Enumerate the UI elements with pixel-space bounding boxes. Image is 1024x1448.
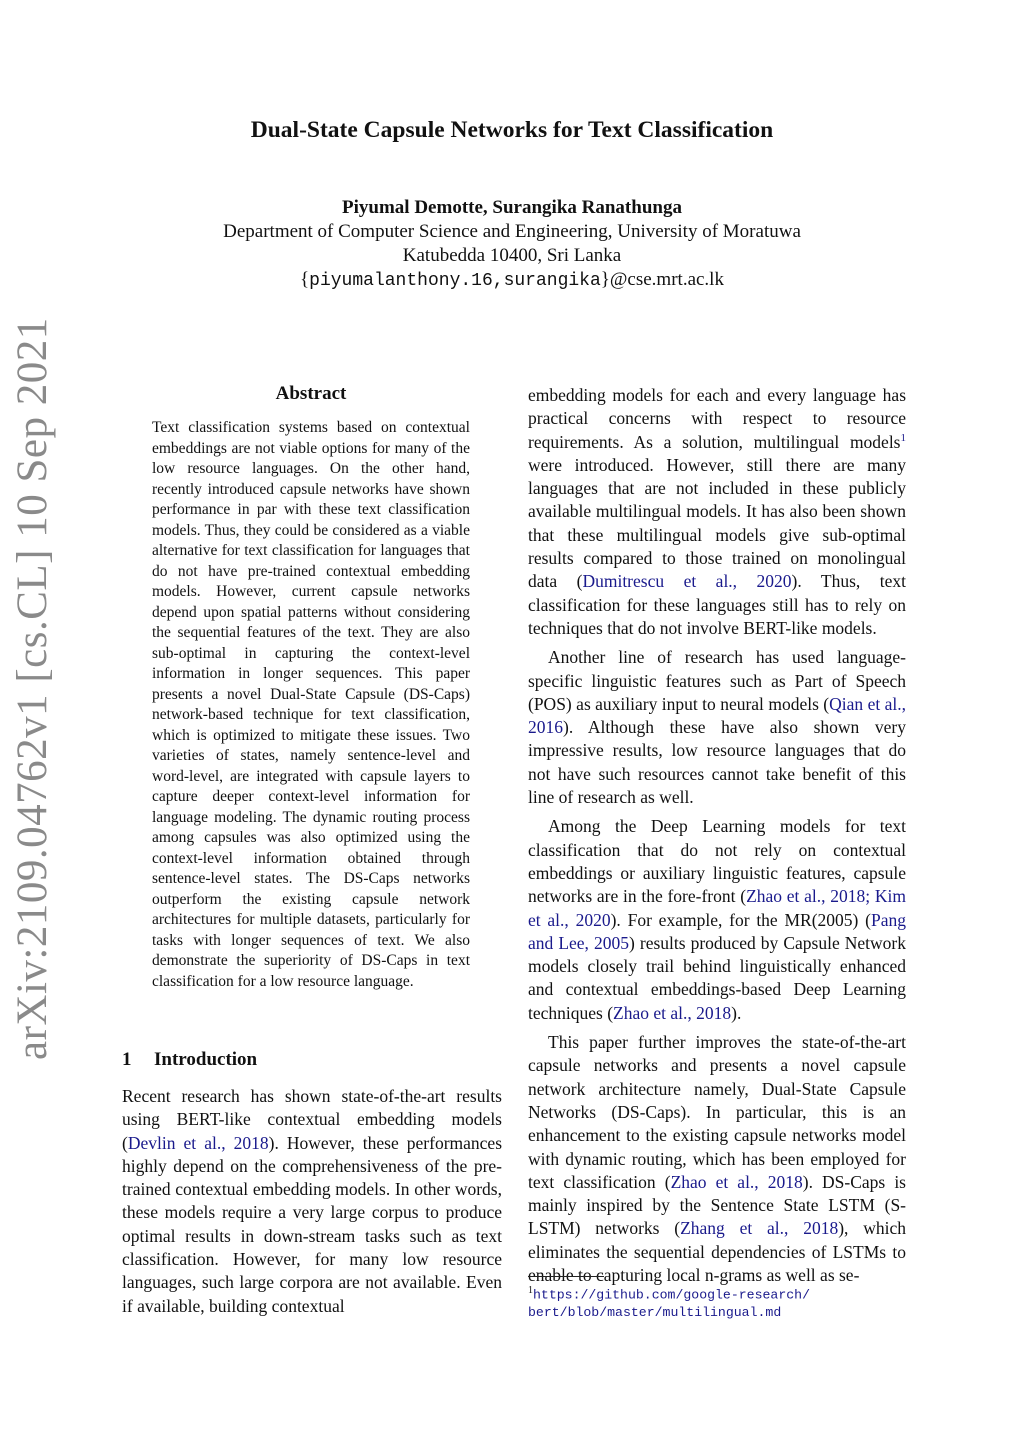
text-run: ). However, these performances highly depend on the comprehensiveness of the pre-trained contextual embedding models. In other words, these models require a very large corpus to produce optimal results in down-stream tasks such as text classification. However, for many low resource languages, such large corpora are not available. Even if available, building contextual	[122, 1132, 503, 1316]
email-users: piyumalanthony.16,surangika	[309, 271, 601, 291]
text-run: ), which eliminates the sequential dependencies of LSTMs to enable to capturing local n-grams as well as se-	[528, 1218, 906, 1285]
author-affiliation: Department of Computer Science and Engineering, University of Moratuwa	[223, 221, 801, 242]
citation-link[interactable]: Dumitrescu et al., 2020	[582, 571, 792, 592]
text-run: ). Although these have also shown very impressive results, low resource languages that do not have such resources cannot take benefit of this line of research as well.	[528, 717, 906, 808]
text-run: ) results produced by Capsule Network models closely trail behind linguistically enhanced and contextual embeddings-based Deep Learning techniques (	[528, 932, 906, 1023]
author-location: Katubedda 10400, Sri Lanka	[402, 245, 622, 266]
intro-paragraph-3	[528, 815, 906, 1025]
citation-link[interactable]: Zhang et al., 2018	[680, 1218, 839, 1239]
email-domain: @cse.mrt.ac.lk	[609, 269, 724, 290]
citation-link[interactable]: Zhao et al., 2018	[613, 1002, 732, 1023]
section-heading-introduction	[122, 1049, 502, 1071]
footnote-number: 1	[528, 1285, 533, 1296]
section-title: Introduction	[154, 1049, 258, 1070]
author-email	[0, 268, 1024, 293]
text-run: This paper further improves the state-of-the-art capsule networks and presents a novel capsule network architecture namely, Dual-State Capsule Networks (DS-Caps). In particular, this is an enhancement to the existing capsule networks model with dynamic routing, which has been employed for text classification (	[528, 1032, 906, 1192]
author-names: Piyumal Demotte, Surangika Ranathunga	[342, 197, 682, 218]
citation-link[interactable]: Zhao et al., 2018	[670, 1171, 803, 1192]
footnote-divider	[528, 1276, 604, 1277]
citation-link[interactable]: Pang and Lee, 2005	[528, 909, 906, 953]
footnote-url-line-1[interactable]: https://github.com/google-research/	[533, 1287, 810, 1303]
text-run: ). Thus, text classification for these languages still has to rely on techniques that do not involve BERT-like models.	[528, 571, 906, 638]
intro-paragraph-continued	[528, 384, 906, 640]
text-run: Recent research has shown state-of-the-art results using BERT-like contextual embedding models (	[122, 1086, 502, 1153]
email-close-brace: }	[600, 269, 610, 290]
citation-link[interactable]: Devlin et al., 2018	[127, 1132, 269, 1153]
text-run: ).	[731, 1002, 742, 1023]
footnote	[528, 1282, 906, 1322]
email-open-brace: {	[300, 269, 310, 290]
text-run: Another line of research has used language-specific linguistic features such as Part of Speech (POS) as auxiliary input to neural models (	[528, 647, 906, 714]
abstract-heading: Abstract	[275, 383, 347, 404]
intro-paragraph-2	[528, 646, 906, 809]
citation-link[interactable]: Qian et al., 2016	[528, 693, 906, 738]
text-run: embedding models for each and every language has practical concerns with respect to resource requirements. As a solution, multilingual models	[528, 385, 906, 452]
intro-paragraph-4	[528, 1031, 906, 1287]
paper-title: Dual-State Capsule Networks for Text Classification	[250, 117, 774, 143]
text-run: were introduced. However, still there are many languages that are not included in these publicly available multilingual models. It has also been shown that these multilingual models give sub-optimal results compared to those trained on monolingual data (	[528, 454, 906, 592]
intro-paragraph-1	[122, 1085, 502, 1318]
arxiv-identifier-stamp: arXiv:2109.04762v1 [cs.CL] 10 Sep 2021	[9, 317, 56, 1060]
abstract-text: Text classification systems based on contextual embeddings are not viable options for many of the low resource languages. On the other hand, recently introduced capsule networks have shown performance in par with these text classification models. Thus, they could be considered as a viable alternative for text classification for languages that do not have pre-trained contextual embedding models. However, current capsule networks depend upon spatial patterns without considering the sequential features of the text. They are also sub-optimal in capturing the context-level information in longer sequences. This paper presents a novel Dual-State Capsule (DS-Caps) network-based technique for text classification, which is optimized to mitigate these issues. Two varieties of states, namely sentence-level and word-level, are integrated with capsule layers to capture deeper context-level information for language modeling. The dynamic routing process among capsules was also optimized using the context-level information obtained through sentence-level states. The DS-Caps networks outperform the existing capsule network architectures for multiple datasets, particularly for tasks with longer sequences of text. We also demonstrate the superiority of DS-Caps in text classification for a low resource language.	[152, 419, 470, 990]
footnote-url-line-2[interactable]: bert/blob/master/multilingual.md	[528, 1305, 782, 1321]
author-block	[0, 196, 1024, 293]
text-run: ). DS-Caps is mainly inspired by the Sentence State LSTM (S-LSTM) networks (	[528, 1171, 906, 1239]
footnote-marker[interactable]: 1	[900, 431, 906, 444]
section-number: 1	[122, 1049, 132, 1070]
text-run: ). For example, for the MR(2005) (	[610, 909, 871, 930]
citation-link[interactable]: Zhao et al., 2018; Kim et al., 2020	[528, 886, 906, 930]
right-column-body	[528, 384, 906, 1287]
text-run: Among the Deep Learning models for text classification that do not rely on contextual embeddings or auxiliary linguistic features, capsule networks are in the fore-front (	[528, 816, 906, 907]
left-column-body	[122, 1085, 502, 1318]
